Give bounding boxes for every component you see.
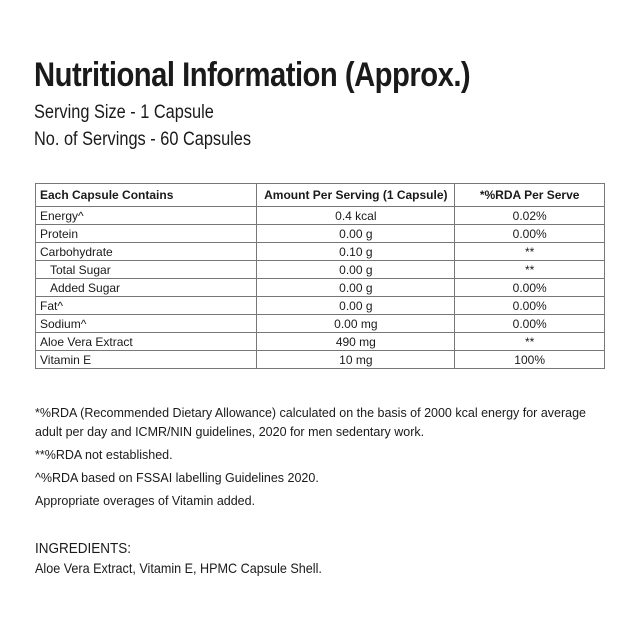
nutrient-name: Aloe Vera Extract xyxy=(36,333,257,351)
rda-value: 0.02% xyxy=(455,207,605,225)
table-row xyxy=(36,315,605,333)
amount-per-serving: 0.4 kcal xyxy=(257,207,455,225)
rda-value: 0.00% xyxy=(455,279,605,297)
footnote-overages: Appropriate overages of Vitamin added. xyxy=(35,494,256,508)
rda-value: ** xyxy=(455,243,605,261)
rda-value: 100% xyxy=(455,351,605,369)
servings-count: No. of Servings - 60 Capsules xyxy=(34,129,252,150)
table-row xyxy=(36,351,605,369)
table-row xyxy=(36,207,605,225)
rda-value: 0.00% xyxy=(455,315,605,333)
nutrient-name: Carbohydrate xyxy=(36,243,257,261)
column-header-amount: Amount Per Serving (1 Capsule) xyxy=(257,184,455,207)
rda-value: 0.00% xyxy=(455,225,605,243)
page-title: Nutritional Information (Approx.) xyxy=(34,56,471,94)
footnote-rda: *%RDA (Recommended Dietary Allowance) calculated on the basis of 2000 kcal energy for average adult per day and ICMR/NIN guidelines, 2020 for men sedentary work. xyxy=(35,406,586,439)
amount-per-serving: 0.00 g xyxy=(257,297,455,315)
table-row xyxy=(36,261,605,279)
ingredients-heading: INGREDIENTS: xyxy=(35,540,132,557)
nutrient-name: Energy^ xyxy=(36,207,257,225)
table-row xyxy=(36,297,605,315)
ingredients-text: Aloe Vera Extract, Vitamin E, HPMC Capsule Shell. xyxy=(35,560,322,576)
amount-per-serving: 0.00 g xyxy=(257,279,455,297)
table-body xyxy=(36,207,605,369)
rda-value: 0.00% xyxy=(455,297,605,315)
amount-per-serving: 0.00 mg xyxy=(257,315,455,333)
rda-value: ** xyxy=(455,261,605,279)
nutrient-name: Sodium^ xyxy=(36,315,257,333)
table-row xyxy=(36,279,605,297)
table-header-row xyxy=(36,184,605,207)
rda-value: ** xyxy=(455,333,605,351)
nutrient-name: Fat^ xyxy=(36,297,257,315)
amount-per-serving: 0.00 g xyxy=(257,225,455,243)
footnotes xyxy=(35,404,615,515)
footnote-not-established: **%RDA not established. xyxy=(35,448,173,462)
amount-per-serving: 0.00 g xyxy=(257,261,455,279)
nutrition-table xyxy=(35,183,605,369)
nutrient-name: Protein xyxy=(36,225,257,243)
nutrient-name: Total Sugar xyxy=(36,261,257,279)
footnote-fssai: ^%RDA based on FSSAI labelling Guidelines 2020. xyxy=(35,471,319,485)
amount-per-serving: 490 mg xyxy=(257,333,455,351)
nutrient-name: Added Sugar xyxy=(36,279,257,297)
amount-per-serving: 0.10 g xyxy=(257,243,455,261)
serving-size: Serving Size - 1 Capsule xyxy=(34,102,214,123)
table-row xyxy=(36,333,605,351)
column-header-nutrient: Each Capsule Contains xyxy=(36,184,257,207)
nutrient-name: Vitamin E xyxy=(36,351,257,369)
table-row xyxy=(36,243,605,261)
column-header-rda: *%RDA Per Serve xyxy=(455,184,605,207)
amount-per-serving: 10 mg xyxy=(257,351,455,369)
table-row xyxy=(36,225,605,243)
